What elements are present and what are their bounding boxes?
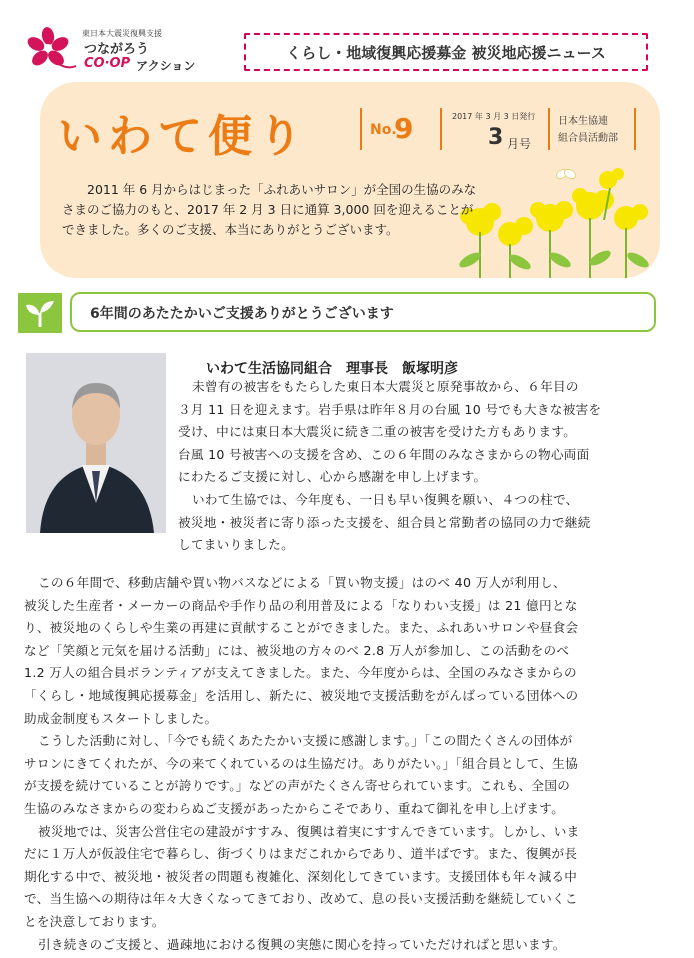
org-line-2: 組合員活動部 xyxy=(558,133,618,144)
article-line: 生協のみなさまからの変わらぬご支援があったからこそであり、重ねて御礼を申し上げます。 xyxy=(24,801,565,816)
article-author: いわて生活協同組合 理事長 飯塚明彦 xyxy=(206,361,458,377)
article-line: など「笑顔と元気を届ける活動」には、被災地の方々のべ 2.8 万人が参加し、この活動をのべ xyxy=(24,642,570,658)
article-line: とを決意しております。 xyxy=(24,914,165,929)
article-line: サロンにきてくれたが、今の来てくれているのは生協だけ。ありがたい。」「組合員として、生協 xyxy=(24,755,578,771)
article-line: 未曾有の被害をもたらした東日本大震災と原発事故から、６年目の xyxy=(192,379,579,394)
banner-divider xyxy=(360,108,362,150)
article-line: 被災した生産者・メーカーの商品や手作り品の利用普及による「なりわい支援」は 21 億円とな xyxy=(24,597,578,613)
coop-logo-flower-icon xyxy=(26,26,78,72)
article-line: り、被災地のくらしや生業の再建に貢献することができました。また、ふれあいサロンや昼食会 xyxy=(24,620,579,636)
article-line: 引き続きのご支援と、過疎地における復興の実態に関心を持っていただければと思います。 xyxy=(38,936,566,952)
article-line: だに１万人が仮設住宅で暮らし、街づくりはまだこれからであり、道半ばです。また、復興が長 xyxy=(24,846,578,862)
issue-number: 9 xyxy=(394,112,414,145)
author-photo xyxy=(26,353,166,533)
month-number: 3 xyxy=(488,125,504,150)
issue-date: 2017 年 3 月 3 日発行 xyxy=(452,112,536,121)
banner-divider xyxy=(634,108,636,150)
banner-divider xyxy=(440,108,442,150)
article-line: この６年間で、移動店舗や買い物バスなどによる「買い物支援」はのべ 40 万人が利用し、 xyxy=(38,575,566,590)
article-line: 受け、中には東日本大震災に続き二重の被害を受けた方もあります。 xyxy=(178,424,577,440)
issue-prefix: No. xyxy=(370,122,397,138)
article-line: 期化する中で、被災地・被災者の問題も複雑化、深刻化してきています。支援団体も年々減る中 xyxy=(24,868,578,884)
month-suffix: 月号 xyxy=(507,137,532,151)
logo-coop-text: CO·OP xyxy=(84,56,131,71)
article-line: 1.2 万人の組合員ボランティアが支えてきました。また、今年度からは、全国のみなさまからの xyxy=(24,665,577,681)
news-title-box: くらし・地域復興応援募金 被災地応援ニュース xyxy=(244,33,648,71)
sprout-icon xyxy=(18,293,62,333)
article-line: が支援を続けていることが誇りです。」などの声がたくさん寄せられています。これも、全国の xyxy=(24,778,571,794)
article-line: してまいりました。 xyxy=(178,537,295,553)
article-line: 被災地・被災者に寄り添った支援を、組合員と常勤者の協同の力で継続 xyxy=(178,514,591,530)
banner-divider xyxy=(548,108,550,150)
article-line: 「くらし・地域復興応援募金」を活用し、新たに、被災地で支援活動をがんばっている団体への xyxy=(24,688,579,703)
org-line-1: 日本生協連 xyxy=(558,116,608,127)
article-line: 台風 10 号被害への支援を含め、この６年間のみなさまからの物心両面 xyxy=(178,446,590,462)
article-line: 被災地では、災害公営住宅の建設がすすみ、復興は着実にすすんできています。しかし、いま xyxy=(38,823,580,839)
article-line: ３月 11 日を迎えます。岩手県は昨年８月の台風 10 号でも大きな被害を xyxy=(178,401,602,417)
banner-intro-text: 2011 年 6 月からはじまった「ふれあいサロン」が全国の生協のみなさまのご協力のもと、2017 年 2 月 3 日に通算 3,000 回を迎えることができました。多くのご支援、本当にありがとうございます。 xyxy=(62,182,477,237)
article-line: にわたるご支援に対し、心から感謝を申し上げます。 xyxy=(178,469,487,485)
logo-main-text: つながろう xyxy=(84,42,150,57)
article-line: 助成金制度もスタートしました。 xyxy=(24,710,218,726)
article-line: いわて生協では、今年度も、一日も早い復興を願い、４つの柱で、 xyxy=(192,492,579,507)
article-line: こうした活動に対し、「今でも続くあたたかい支援に感謝します。」「この間たくさんの団体が xyxy=(38,733,573,749)
article-line: で、当生協への期待は年々大きくなってきており、改めて、息の長い支援活動を継続していくこ xyxy=(24,891,578,907)
logo-subtitle: 東日本大震災復興支援 xyxy=(82,29,162,38)
logo-action-text: アクション xyxy=(136,59,196,73)
section-title: 6年間のあたたかいご支援ありがとうございます xyxy=(90,306,394,322)
newsletter-title: いわて便り xyxy=(58,111,308,162)
